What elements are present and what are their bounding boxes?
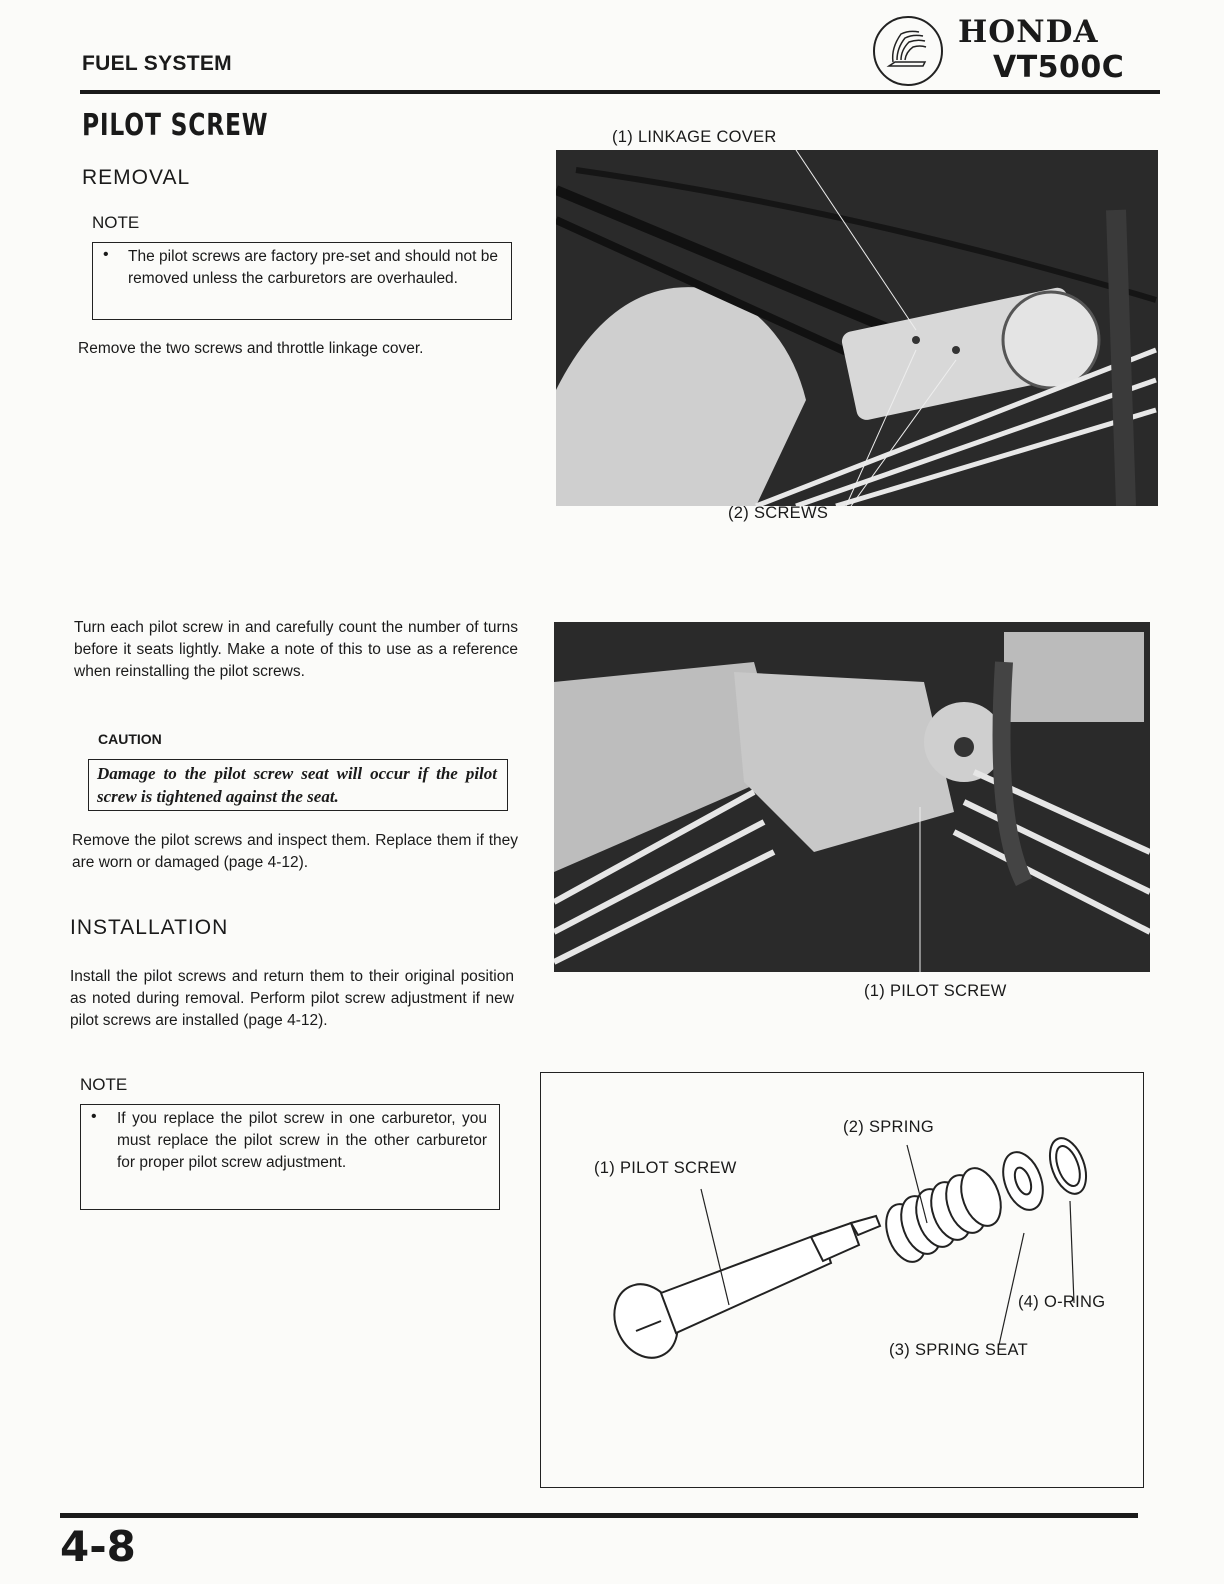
section-title: FUEL SYSTEM xyxy=(82,52,232,75)
removal-step-3: Remove the pilot screws and inspect them. Replace them if they are worn or damaged (page 4-12). xyxy=(72,832,518,871)
honda-wing-icon xyxy=(873,16,943,86)
bullet: • xyxy=(103,246,109,263)
removal-step-1: Remove the two screws and throttle linkage cover. xyxy=(78,340,424,357)
model-name: VT500C xyxy=(993,50,1125,85)
removal-note-label: NOTE xyxy=(92,213,140,232)
photo1-label-linkage-cover: (1) LINKAGE COVER xyxy=(612,128,777,146)
bullet: • xyxy=(91,1108,97,1125)
removal-note-text: The pilot screws are factory pre-set and should not be removed unless the carburetors are overhauled. xyxy=(128,248,498,287)
installation-note-label: NOTE xyxy=(80,1075,128,1094)
installation-note-text: If you replace the pilot screw in one carburetor, you must replace the pilot screw in the other carburetor for proper pilot screw adjustment. xyxy=(117,1110,487,1171)
installation-note-box xyxy=(80,1104,500,1210)
photo1-label-screws: (2) SCREWS xyxy=(728,504,829,522)
removal-step-2: Turn each pilot screw in and carefully count the number of turns before it seats lightly. Make a note of this to use as a reference when reinstalling the pilot screws. xyxy=(74,619,518,680)
diagram-label-o-ring: (4) O-RING xyxy=(1018,1293,1106,1311)
page-number: 4-8 xyxy=(60,1522,136,1571)
caution-box xyxy=(88,759,508,811)
diagram-label-spring-seat: (3) SPRING SEAT xyxy=(889,1341,1028,1359)
diagram-label-pilot-screw: (1) PILOT SCREW xyxy=(594,1159,737,1177)
photo-pilot-screw xyxy=(554,622,1150,972)
footer-rule xyxy=(60,1513,1138,1518)
exploded-diagram xyxy=(540,1072,1144,1488)
caution-label: CAUTION xyxy=(98,731,162,747)
photo-linkage-cover xyxy=(556,150,1158,506)
installation-step-1: Install the pilot screws and return them to their original position as noted during removal. Perform pilot screw adjustment if new pilot screws are installed (page 4-12). xyxy=(70,968,514,1029)
brand-name: HONDA xyxy=(958,14,1099,50)
header-rule xyxy=(80,90,1160,94)
diagram-label-spring: (2) SPRING xyxy=(843,1118,935,1136)
removal-note-box xyxy=(92,242,512,320)
photo2-label-pilot-screw: (1) PILOT SCREW xyxy=(864,982,1007,1000)
installation-heading: INSTALLATION xyxy=(70,916,229,939)
page-title: PILOT SCREW xyxy=(82,108,269,143)
removal-heading: REMOVAL xyxy=(82,166,191,189)
caution-text: Damage to the pilot screw seat will occur if the pilot screw is tightened against the seat. xyxy=(97,764,497,806)
